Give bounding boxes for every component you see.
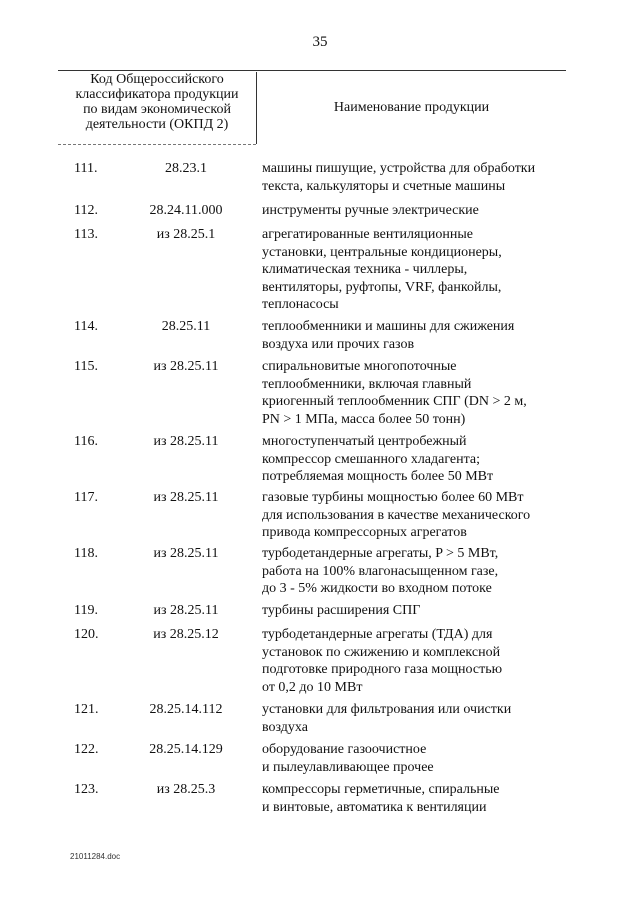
row-number: 113. — [74, 227, 98, 242]
row-name — [262, 781, 572, 816]
row-name-line: подготовке природного газа мощностью — [262, 662, 503, 678]
row-name-line: теплонасосы — [262, 297, 339, 313]
page-number: 35 — [312, 34, 328, 50]
row-name-line: теплообменники и машины для сжижения — [262, 319, 515, 334]
row-code: 28.24.11.000 — [149, 203, 223, 218]
row-code: из 28.25.1 — [156, 227, 216, 242]
row-code: 28.25.11 — [161, 319, 211, 334]
row-code: из 28.25.12 — [153, 627, 219, 642]
table-header — [58, 70, 566, 146]
row-name — [262, 602, 572, 620]
row-name-line: воздуха или прочих газов — [262, 336, 415, 352]
row-number: 119. — [74, 603, 98, 618]
row-name — [262, 160, 572, 195]
row-name-line: вентиляторы, руфтопы, VRF, фанкойлы, — [262, 279, 502, 295]
row-name-line: машины пишущие, устройства для обработки — [262, 161, 536, 176]
row-name-line: оборудование газоочистное — [262, 742, 427, 757]
row-name — [262, 358, 572, 428]
row-number: 123. — [74, 782, 99, 797]
row-number: 111. — [74, 161, 98, 176]
row-code: из 28.25.11 — [153, 603, 219, 618]
row-code: из 28.25.11 — [153, 546, 219, 561]
header-code-line: классификатора продукции — [75, 87, 239, 102]
row-name-line: инструменты ручные электрические — [262, 203, 479, 218]
row-number: 114. — [74, 319, 98, 334]
row-name-line: воздуха — [262, 719, 308, 735]
row-name-line: установок по сжижению и комплексной — [262, 644, 501, 660]
row-name-line: теплообменники, включая главный — [262, 376, 472, 392]
row-code: из 28.25.3 — [156, 782, 216, 797]
row-number: 112. — [74, 203, 98, 218]
row-name-line: потребляемая мощность более 50 МВт — [262, 469, 494, 485]
row-number: 115. — [74, 359, 98, 374]
row-name-line: турбодетандерные агрегаты, P > 5 МВт, — [262, 546, 499, 561]
header-code-line: Код Общероссийского — [90, 72, 224, 87]
row-code: 28.25.14.129 — [149, 742, 223, 757]
row-code: из 28.25.11 — [153, 359, 219, 374]
row-name — [262, 226, 572, 314]
row-name-line: до 3 - 5% жидкости во входном потоке — [262, 581, 492, 597]
row-name — [262, 741, 572, 776]
row-name-line: спиральновитые многопоточные — [262, 359, 457, 374]
row-code: 28.23.1 — [165, 161, 207, 176]
row-name-line: текста, калькуляторы и счетные машины — [262, 178, 506, 194]
row-name-line: установки для фильтрования или очистки — [262, 702, 512, 717]
row-name — [262, 489, 572, 542]
row-name — [262, 626, 572, 696]
row-name-line: PN > 1 МПа, масса более 50 тонн) — [262, 411, 466, 427]
row-name-line: газовые турбины мощностью более 60 МВт — [262, 490, 524, 505]
header-code-column — [58, 72, 257, 144]
row-name-line: турбины расширения СПГ — [262, 603, 421, 618]
row-code: из 28.25.11 — [153, 490, 219, 505]
row-name — [262, 202, 572, 220]
row-number: 122. — [74, 742, 99, 757]
header-divider — [58, 144, 256, 145]
row-name-line: криогенный теплообменник СПГ (DN > 2 м, — [262, 394, 527, 410]
row-number: 121. — [74, 702, 99, 717]
row-number: 116. — [74, 434, 98, 449]
document-filename: 21011284.doc — [70, 852, 121, 861]
row-name-line: от 0,2 до 10 МВт — [262, 679, 363, 695]
row-name — [262, 433, 572, 486]
row-number: 117. — [74, 490, 98, 505]
row-name — [262, 545, 572, 598]
row-name-line: многоступенчатый центробежный — [262, 434, 467, 449]
row-name-line: компрессоры герметичные, спиральные — [262, 782, 500, 797]
row-name-line: турбодетандерные агрегаты (ТДА) для — [262, 627, 493, 642]
row-name-line: и пылеулавливающее прочее — [262, 759, 434, 775]
row-name — [262, 701, 572, 736]
row-name-line: климатическая техника - чиллеры, — [262, 262, 468, 278]
row-code: из 28.25.11 — [153, 434, 219, 449]
header-code-line: деятельности (ОКПД 2) — [85, 117, 229, 132]
row-number: 118. — [74, 546, 98, 561]
row-name-line: компрессор смешанного хладагента; — [262, 451, 481, 467]
header-code-line: по видам экономической — [83, 102, 231, 117]
row-name-line: работа на 100% влагонасыщенном газе, — [262, 563, 499, 579]
row-name-line: для использования в качестве механического — [262, 507, 531, 523]
row-name — [262, 318, 572, 353]
row-code: 28.25.14.112 — [149, 702, 223, 717]
row-name-line: и винтовые, автоматика к вентиляции — [262, 799, 487, 815]
row-name-line: агрегатированные вентиляционные — [262, 227, 473, 242]
row-name-line: привода компрессорных агрегатов — [262, 525, 467, 541]
row-name-line: установки, центральные кондиционеры, — [262, 244, 502, 260]
header-name-column: Наименование продукции — [333, 100, 490, 115]
row-number: 120. — [74, 627, 99, 642]
